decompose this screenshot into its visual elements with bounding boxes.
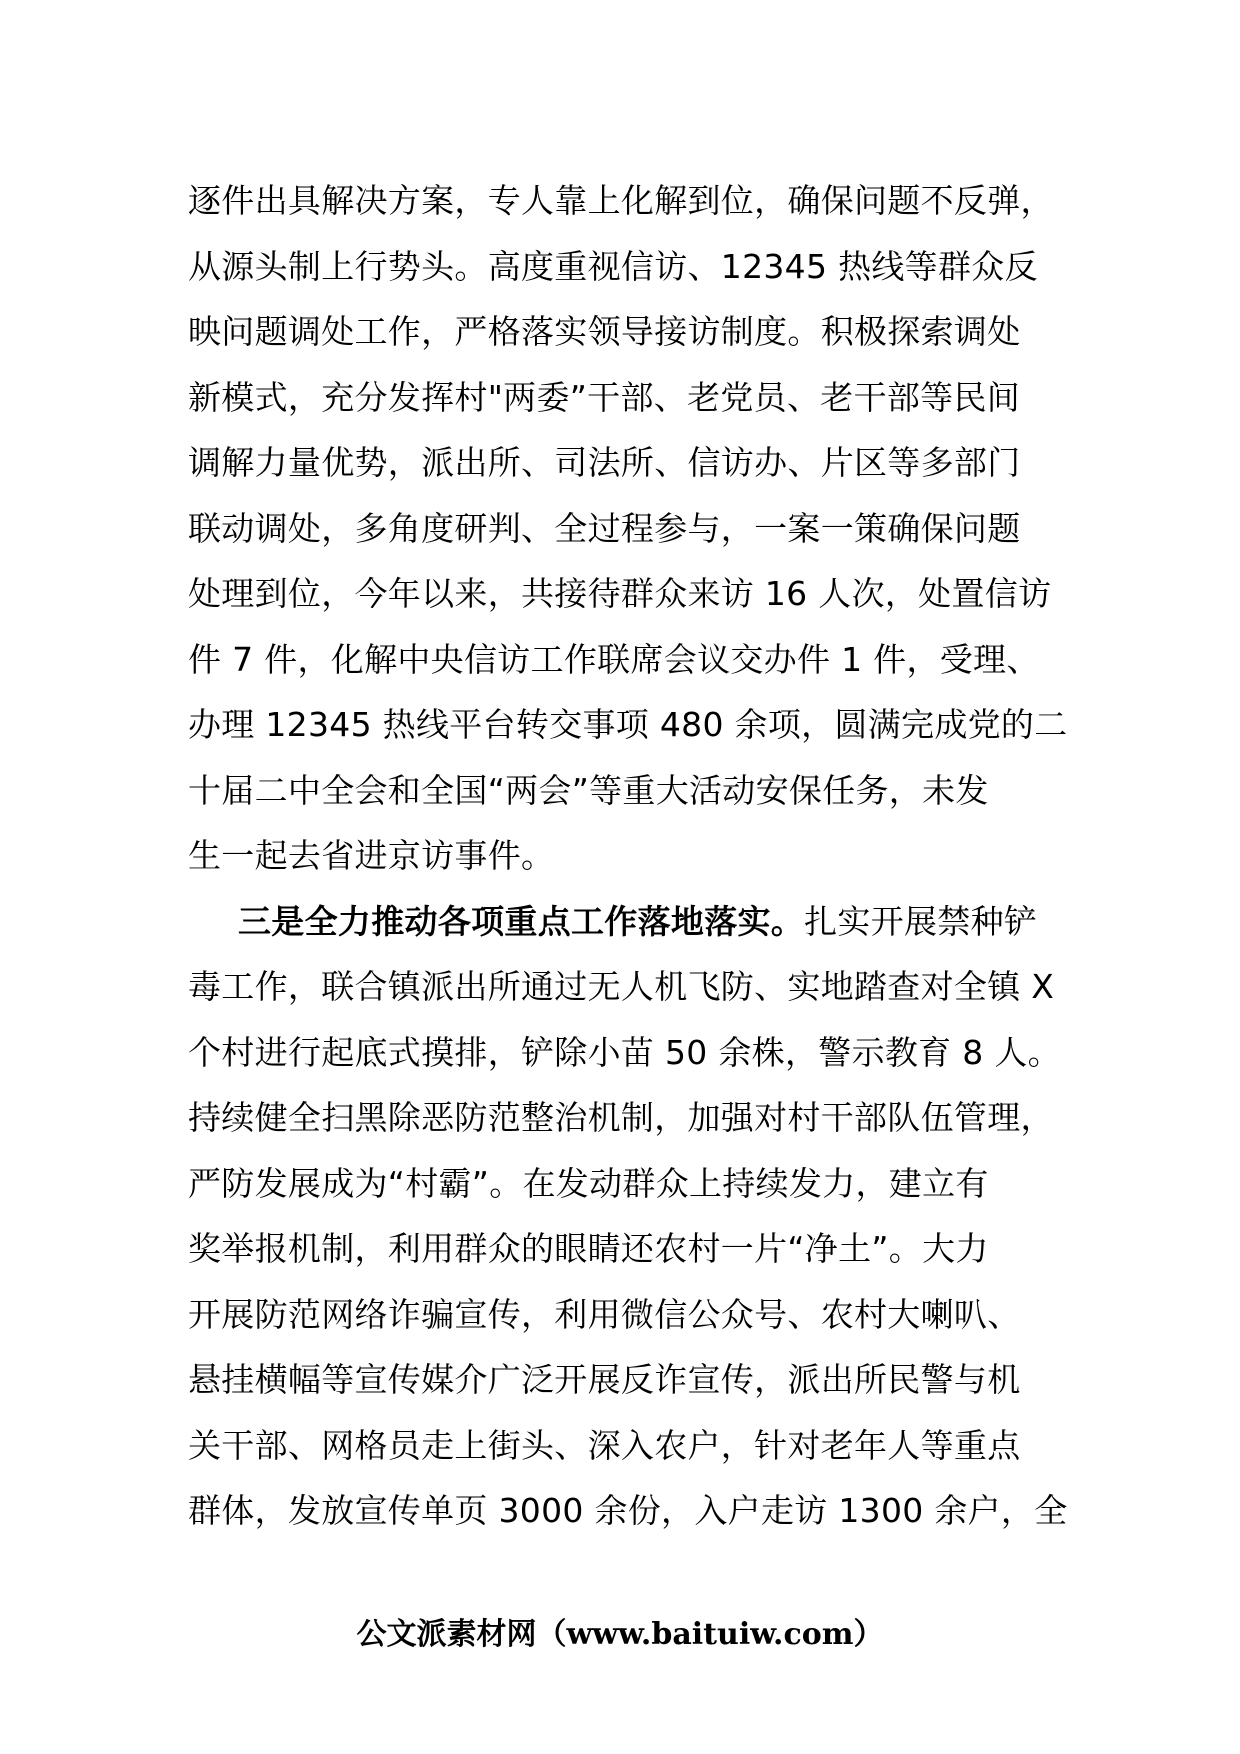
body-line: 逐件出具解决方案，专人靠上化解到位，确保问题不反弹， bbox=[188, 181, 1054, 220]
body-line: 群体，发放宣传单页 3000 余份，入户走访 1300 余户，全 bbox=[188, 1491, 1068, 1530]
body-line: 奖举报机制，利用群众的眼睛还农村一片“净土”。大力 bbox=[188, 1229, 989, 1268]
body-line: 个村进行起底式摸排，铲除小苗 50 余株，警示教育 8 人。 bbox=[188, 1032, 1061, 1072]
body-line: 关干部、网格员走上街头、深入农户，针对老年人等重点 bbox=[188, 1425, 1021, 1465]
body-line: 持续健全扫黑除恶防范整治机制，加强对村干部队伍管理， bbox=[188, 1098, 1054, 1137]
body-line: 件 7 件，化解中央信访工作联席会议交办件 1 件，受理、 bbox=[188, 639, 1040, 679]
page-footer: 公文派素材网（www.baituiw.com） bbox=[356, 1617, 884, 1652]
body-line: 严防发展成为“村霸”。在发动群众上持续发力，建立有 bbox=[188, 1163, 989, 1203]
body-line: 十届二中全会和全国“两会”等重大活动安保任务，未发 bbox=[188, 770, 989, 810]
body-line: 从源头制上行势头。高度重视信访、12345 热线等群众反 bbox=[188, 246, 1038, 286]
paragraph-text: 扎实开展禁种铲 bbox=[804, 901, 1038, 941]
paragraph-first-line bbox=[188, 889, 1068, 955]
body-line: 毒工作，联合镇派出所通过无人机飞防、实地踏查对全镇 X bbox=[188, 967, 1055, 1006]
body-line: 联动调处，多角度研判、全过程参与，一案一策确保问题 bbox=[188, 508, 1021, 548]
body-line: 处理到位，今年以来，共接待群众来访 16 人次，处置信访 bbox=[188, 574, 1052, 613]
body-line: 调解力量优势，派出所、司法所、信访办、片区等多部门 bbox=[188, 443, 1021, 482]
body-line: 办理 12345 热线平台转交事项 480 余项，圆满完成党的二 bbox=[188, 705, 1068, 744]
document-body bbox=[188, 168, 1068, 1544]
body-line: 映问题调处工作，严格落实领导接访制度。积极探索调处 bbox=[188, 312, 1021, 351]
paragraph-heading: 三是全力推动各项重点工作落地落实。 bbox=[238, 901, 805, 941]
body-line: 新模式，充分发挥村"两委”干部、老党员、老干部等民间 bbox=[188, 377, 1021, 417]
body-line: 悬挂横幅等宣传媒介广泛开展反诈宣传，派出所民警与机 bbox=[188, 1360, 1021, 1399]
body-line: 开展防范网络诈骗宣传，利用微信公众号、农村大喇叭、 bbox=[188, 1294, 1021, 1334]
body-line: 生一起去省进京访事件。 bbox=[188, 836, 555, 875]
